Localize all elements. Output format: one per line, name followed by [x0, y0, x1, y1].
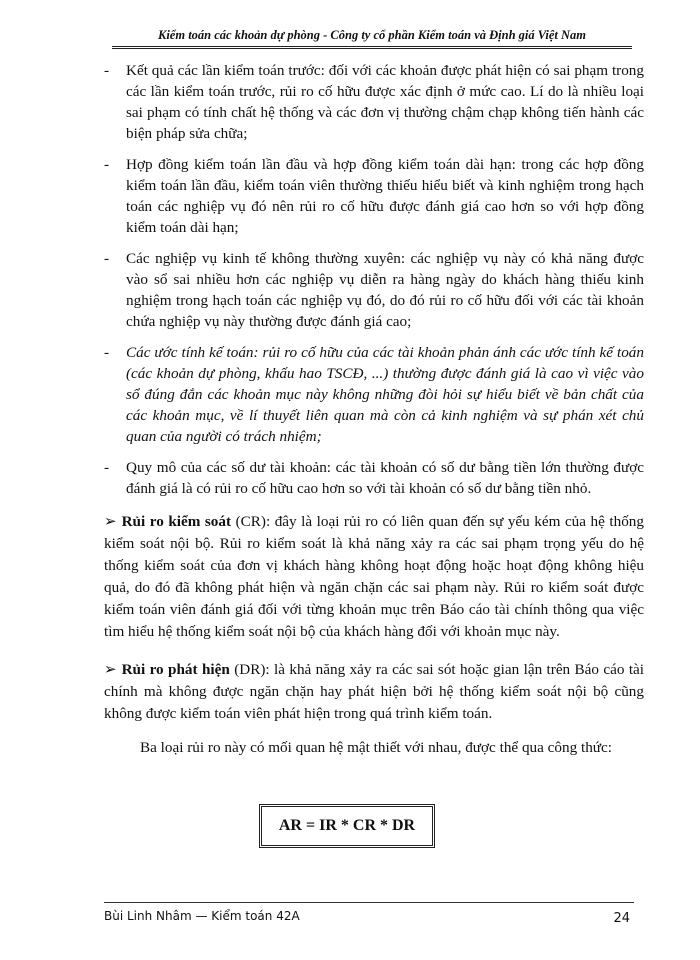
list-item-text: Hợp đồng kiểm toán lần đầu và hợp đồng kiểm toán dài hạn: trong các hợp đồng kiểm toán lần đầu, kiểm toán viên thường thiếu hiểu biết và kinh nghiệm trong hạch toán các nghiệp vụ đó nên rủi ro cố hữu được đánh giá cao hơn so với hợp đồng kiểm toán dài hạn; [126, 156, 644, 236]
arrow-bullet-icon: ➢ [104, 514, 117, 530]
risk-formula-box: AR = IR * CR * DR [259, 804, 435, 848]
list-item [104, 248, 644, 332]
list-marker: - [104, 344, 110, 361]
list-item-text: Kết quả các lần kiểm toán trước: đối với các khoản được phát hiện có sai phạm trong các lần kiểm toán trước, rủi ro cố hữu được xác định ở mức cao. Lí do là nhiều loại sai phạm có tính chất hệ thống và các đơn vị thường chậm chạp không tiến hành các biện pháp sửa chữa; [126, 62, 644, 142]
section-text: (CR): đây là loại rủi ro có liên quan đến sự yếu kém của hệ thống kiểm soát nội bộ. Rủi ro kiểm soát là khả năng xảy ra các sai phạm trọng yếu do hệ thống kiểm soát của đơn vị khách hàng không hoạt động hoặc hoạt động không hiệu quả, do đó đã không phát hiện và ngăn chặn các sai phạm này. Rủi ro kiểm soát được kiểm toán viên đánh giá đối với từng khoản mục trên Báo cáo tài chính thông qua việc tìm hiểu hệ thống kiểm soát nội bộ của khách hàng đối với khoản mục này. [104, 513, 644, 640]
document-body [104, 60, 644, 759]
page-number: 24 [613, 911, 630, 926]
page-footer [104, 902, 634, 926]
section-text: (DR): là khả năng xảy ra các sai sót hoặc gian lận trên Báo cáo tài chính mà không được ngăn chặn hay phát hiện bởi hệ thống kiểm soát nội bộ cũng không được kiểm toán viên phát hiện trong quá trình kiểm toán. [104, 661, 645, 722]
list-item [104, 60, 644, 144]
section-title: Rủi ro kiểm soát [121, 513, 232, 530]
footer-author: Bùi Linh Nhâm — Kiểm toán 42A [104, 909, 300, 923]
section-title: Rủi ro phát hiện [121, 661, 230, 678]
page-header: Kiểm toán các khoản dự phòng - Công ty cổ phần Kiểm toán và Định giá Việt Nam [112, 26, 632, 49]
section-detection-risk [104, 659, 644, 725]
list-marker: - [104, 156, 110, 173]
section-control-risk [104, 511, 644, 643]
list-item-text: Các nghiệp vụ kinh tế không thường xuyên: các nghiệp vụ này có khả năng được vào sổ sai nhiều hơn các nghiệp vụ diễn ra hàng ngày do khách hàng thiếu kinh nghiệm trong hạch toán các nghiệp vụ đó, do đó rủi ro cố hữu đối với các tài khoản chứa nghiệp vụ này thường được đánh giá cao; [126, 250, 644, 330]
list-marker: - [104, 459, 110, 476]
list-item [104, 457, 644, 499]
closing-paragraph: Ba loại rủi ro này có mối quan hệ mật thiết với nhau, được thể qua công thức: [140, 739, 612, 756]
list-marker: - [104, 250, 110, 267]
list-marker: - [104, 62, 110, 79]
list-item-text: Các ước tính kế toán: rủi ro cố hữu của các tài khoản phản ánh các ước tính kế toán (các khoản dự phòng, khấu hao TSCĐ, ...) thường được đánh giá là cao vì việc vào sổ đúng đắn các khoản mục này không những đòi hỏi sự hiểu biết về bản chất của các khoản mục, về lí thuyết liên quan mà còn cả kinh nghiệm và sự phán xét chủ quan của người có trách nhiệm; [126, 344, 644, 445]
list-item [104, 342, 644, 447]
list-item-text: Quy mô của các số dư tài khoản: các tài khoản có số dư bằng tiền lớn thường được đánh giá là có rủi ro cố hữu cao hơn so với tài khoản có số dư bằng tiền nhỏ. [126, 459, 644, 497]
list-item [104, 154, 644, 238]
arrow-bullet-icon: ➢ [104, 662, 117, 678]
